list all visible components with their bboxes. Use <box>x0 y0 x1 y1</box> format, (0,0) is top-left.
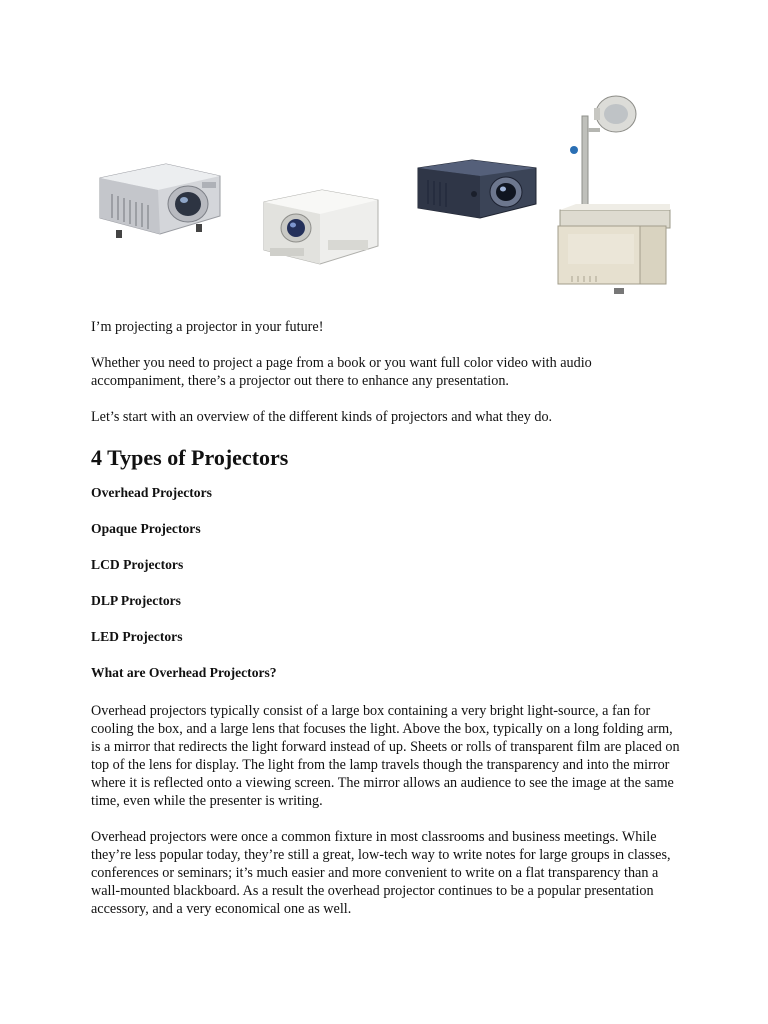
type-item-dlp: DLP Projectors <box>91 593 181 608</box>
overhead-paragraph-2: Overhead projectors were once a common fixture in most classrooms and business meetings. While they’re less popular today, they’re still a great, low-tech way to write notes for large groups in classes, conferences or seminars; it’s much easier and more convenient to write on a flat transparency than a wall-mounted blackboard. As a result the overhead projector continues to be a popular presentation accessory, and a very economical one as well. <box>91 829 671 917</box>
type-item-lcd: LCD Projectors <box>91 557 184 572</box>
overhead-projector-image <box>552 92 676 300</box>
subsection-heading: What are Overhead Projectors? <box>91 665 277 680</box>
overview-line: Let’s start with an overview of the different kinds of projectors and what they do. <box>91 409 553 425</box>
projector-image-row <box>0 0 768 305</box>
article-body <box>91 318 681 936</box>
type-item-overhead: Overhead Projectors <box>91 485 212 500</box>
projector-white-compact-image <box>258 188 382 270</box>
section-heading: 4 Types of Projectors <box>91 445 289 470</box>
intro-line: I’m projecting a projector in your future! <box>91 319 324 335</box>
projector-dark-blue-image <box>414 158 540 222</box>
type-item-led: LED Projectors <box>91 629 183 644</box>
overhead-paragraph-1: Overhead projectors typically consist of a large box containing a very bright light-source, a fan for cooling the box, and a large lens that focuses the light. Above the box, typically on a long folding arm, is a mirror that redirects the light forward instead of up. Sheets or rolls of transparent film are placed on top of the lens for display. The light from the lamp travels though the transparency and into the mirror where it is reflected onto a viewing screen. The mirror allows an audience to see the image at the same time, even while the presenter is writing. <box>91 703 680 809</box>
type-item-opaque: Opaque Projectors <box>91 521 201 536</box>
intro-paragraph: Whether you need to project a page from a book or you want full color video with audio accompaniment, there’s a projector out there to enhance any presentation. <box>91 355 592 389</box>
projector-silver-large-image <box>96 160 224 242</box>
